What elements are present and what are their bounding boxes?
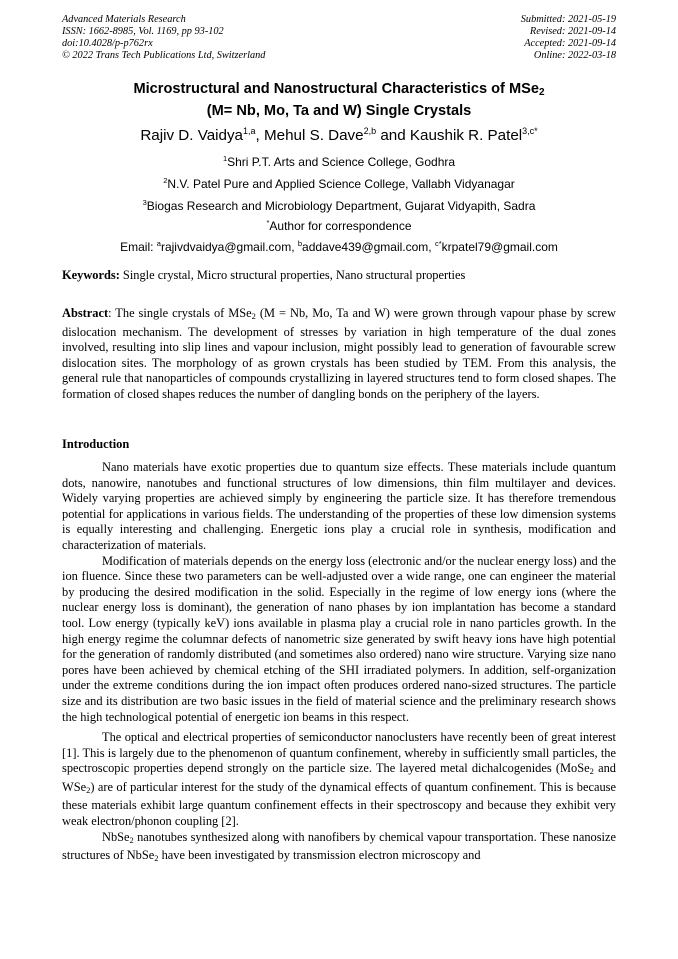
- email-marker: a: [156, 239, 161, 248]
- subscript: 2: [129, 834, 134, 845]
- keywords-text: Single crystal, Micro structural properties, Nano structural properties: [119, 268, 466, 282]
- affiliation-text: Author for correspondence: [269, 219, 412, 233]
- title-subscript: 2: [538, 87, 545, 98]
- affiliation-text: Biogas Research and Microbiology Department, Gujarat Vidyapith, Sadra: [146, 199, 536, 213]
- keywords-label: Keywords:: [62, 268, 120, 282]
- subscript: 2: [589, 766, 594, 777]
- paragraph: [62, 730, 616, 830]
- paragraph: Nano materials have exotic properties due to quantum size effects. These materials include quantum dots, nanowire, nanotubes and functional structures of low dimensions, thin film multilayer and devices. Widely varying properties are achieved simply by engineering the particle size. It has therefore tremendous potential for applications in various fields. The understanding of the properties of these low dimension systems is equally interesting and challenging. Energetic ions play a crucial role in synthesis, modification and characterization of materials.: [62, 460, 616, 552]
- paragraph: [62, 830, 616, 867]
- affiliation-marker: 3: [142, 198, 147, 207]
- author-3: Kaushik R. Patel: [409, 127, 523, 144]
- email-marker: b: [297, 239, 303, 248]
- author-list: [60, 122, 618, 145]
- email-line: [60, 236, 618, 255]
- paper-title: [60, 80, 618, 120]
- abstract-label: Abstract: [62, 306, 109, 320]
- subscript: 2: [86, 784, 91, 795]
- affiliation-3: [60, 195, 618, 214]
- paragraph-text: have been investigated by transmission electron microscopy and: [158, 848, 481, 863]
- paragraph-text: nanotubes synthesized along with nanofibers by chemical vapour transportation. These nanosize structures of NbSe: [62, 829, 616, 863]
- affiliation-text: N.V. Patel Pure and Applied Science College, Vallabh Vidyanagar: [167, 177, 515, 191]
- paragraph-text: ) are of particular interest for the study of the dynamical effects of quantum confinement. This is because these materials exhibit large quantum confinement effects in their spectroscopy and because they exhibit very weak electron/phonon coupling [2].: [62, 779, 616, 829]
- email-label: Email:: [120, 240, 157, 254]
- date-submitted: Submitted: 2021-05-19: [520, 14, 616, 25]
- introduction-heading: Introduction: [62, 437, 130, 451]
- email-marker: c*: [434, 239, 442, 248]
- affiliation-marker: 1: [222, 154, 228, 163]
- journal-name: Advanced Materials Research: [62, 14, 186, 25]
- author-2: Mehul S. Dave: [263, 127, 364, 144]
- subscript: 2: [154, 853, 159, 864]
- abstract-text: : The single crystals of MSe: [108, 306, 252, 320]
- affiliation-2: [60, 173, 618, 192]
- affiliation-marker: 2: [163, 176, 168, 185]
- author-2-affil: 2,b: [363, 126, 377, 136]
- title-line-1: Microstructural and Nanostructural Characteristics of MSe: [133, 81, 539, 97]
- title-line-2: (M= Nb, Mo, Ta and W) Single Crystals: [206, 103, 472, 119]
- paragraph-text: The optical and electrical properties of semiconductor nanoclusters have recently been of great interest [1]. This is largely due to the phenomenon of quantum confinement, whereby in sufficiently small particles, the spectroscopic properties depend strongly on the particle size. The layered metal dichalcogenides (MoSe: [62, 730, 616, 776]
- publication-dates: [521, 14, 616, 62]
- paragraph-text: and WSe: [62, 761, 616, 794]
- author-1-affil: 1,a: [243, 126, 256, 136]
- journal-doi: doi:10.4028/p-p762rx: [62, 38, 153, 49]
- author-3-affil: 3,c*: [522, 126, 538, 136]
- date-accepted: Accepted: 2021-09-14: [524, 38, 616, 49]
- journal-issn: ISSN: 1662-8985, Vol. 1169, pp 93-102: [62, 26, 224, 37]
- affiliation-marker: *: [266, 218, 270, 227]
- author-separator: ,: [255, 127, 264, 144]
- date-revised: Revised: 2021-09-14: [529, 26, 616, 37]
- abstract-text: (M = Nb, Mo, Ta and W) were grown through vapour phase by screw dislocation mechanism. The development of stresses by variation in high temperature of the dual zones involved, resulting into slip lines and vapour inclusion, might possibly lead to generation of favourable screw dislocation sites. The morphology of as grown crystals has been studied by TEM. From this analysis, the general rule that nanoparticles of compounds crystallizing in layered structures tend to form closed shapes. The formation of closed shapes reduces the number of dangling bonds on the periphery of the layers.: [62, 306, 616, 401]
- email-link-1[interactable]: rajivdvaidya@gmail.com,: [160, 240, 298, 254]
- keywords: [62, 268, 616, 284]
- email-link-2[interactable]: addave439@gmail.com,: [302, 240, 435, 254]
- email-link-3[interactable]: krpatel79@gmail.com: [441, 240, 558, 254]
- author-separator: and: [376, 127, 410, 144]
- correspondence-note: [60, 215, 618, 234]
- paragraph-text: NbSe: [102, 829, 130, 844]
- journal-copyright: © 2022 Trans Tech Publications Ltd, Switzerland: [62, 50, 266, 61]
- abstract: [62, 306, 616, 403]
- journal-info: [62, 14, 265, 62]
- paragraph: Modification of materials depends on the energy loss (electronic and/or the nuclear energy loss) and the ion fluence. Since these two parameters can be well-adjusted over a wide range, one can engineer the material by producing the desired modification in the solid. Especially in the regime of low energy ions (where the nuclear energy loss is dominant), the generation of nano phases by ion implantation has become a standard tool. Low energy (typically keV) ions available in plasma play a crucial role in nano particles growth. In the high energy regime the columnar defects of nanometric size generated by swift heavy ions have high potential for the generation of randomly distributed (and sometimes also ordered) nano wire structure. Varying size nano pores have been achieved by chemical etching of the SHI irradiated polymers. In addition, self-organization under the extreme conditions during the ion impact often produces ordered nano-sized structures. The particle size and its distribution are two basic issues in the field of material science and the preliminary research shows the high technological potential of energetic ion beams in this respect.: [62, 553, 616, 724]
- date-online: Online: 2022-03-18: [533, 50, 616, 61]
- introduction-body: [62, 460, 616, 867]
- author-1: Rajiv D. Vaidya: [140, 127, 244, 144]
- subscript: 2: [251, 311, 256, 321]
- affiliation-1: [60, 151, 618, 170]
- affiliation-text: Shri P.T. Arts and Science College, Godhra: [227, 155, 456, 169]
